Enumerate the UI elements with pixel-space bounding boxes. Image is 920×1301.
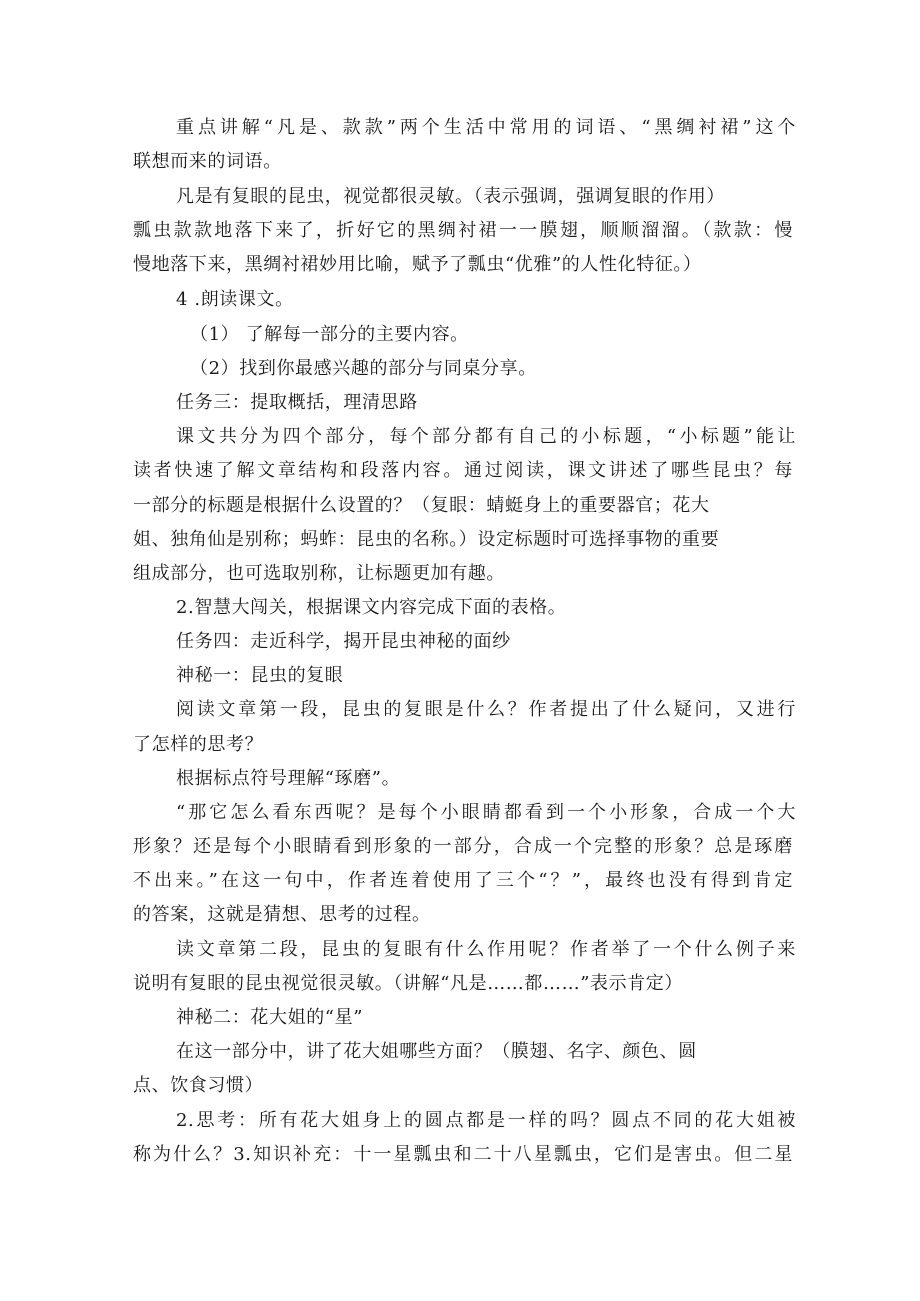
list-item: （2）找到你最感兴趣的部分与同桌分享。: [190, 358, 537, 379]
text-line: 2.思考：所有花大姐身上的圆点都是一样的吗？圆点不同的花大姐被: [176, 1110, 796, 1131]
text-line: 了怎样的思考？: [133, 734, 264, 755]
section-heading: 任务三：提取概括，理清思路: [176, 392, 418, 413]
text-line: “那它怎么看东西呢？是每个小眼睛都看到一个小形象，合成一个大: [176, 802, 796, 823]
text-line: 课文共分为四个部分，每个部分都有自己的小标题，“小标题”能让: [176, 426, 796, 447]
text-line: 组成部分，也可选取别称，让标题更加有趣。: [133, 563, 505, 584]
text-line: 形象？还是每个小眼睛看到形象的一部分，合成一个完整的形象？总是琢磨: [133, 836, 793, 857]
text-line: 的答案，这就是猜想、思考的过程。: [133, 904, 431, 925]
text-line: 不出来。”在这一句中，作者连着使用了三个“？”，最终也没有得到肯定: [133, 870, 793, 891]
text-line: 根据标点符号理解“琢磨”。: [176, 768, 401, 789]
text-line: 读文章第二段，昆虫的复眼有什么作用呢？作者举了一个什么例子来: [176, 939, 796, 960]
subsection-heading: 神秘一：昆虫的复眼: [176, 665, 344, 686]
list-item: 2.智慧大闯关，根据课文内容完成下面的表格。: [176, 597, 567, 618]
text-line: 联想而来的词语。: [133, 151, 282, 172]
text-line: 点、饮食习惯）: [133, 1075, 264, 1096]
text-line: 瓢虫款款地落下来了，折好它的黑绸衬裙一一膜翅，顺顺溜溜。（款款：慢: [133, 220, 793, 241]
text-line: 姐、独角仙是别称；蚂蚱：昆虫的名称。）设定标题时可选择事物的重要: [133, 529, 720, 550]
text-line: 一部分的标题是根据什么设置的？（复眼：蜻蜓身上的重要器官；花大: [133, 495, 710, 516]
subsection-heading: 神秘二：花大姐的“星”: [176, 1007, 364, 1028]
text-line: 称为什么？3.知识补充：十一星瓢虫和二十八星瓢虫，它们是害虫。但二星: [133, 1144, 793, 1165]
text-line: 读者快速了解文章结构和段落内容。通过阅读，课文讲述了哪些昆虫？每: [133, 460, 793, 481]
text-line: 凡是有复眼的昆虫，视觉都很灵敏。（表示强调，强调复眼的作用）: [176, 186, 725, 207]
text-line: 阅读文章第一段，昆虫的复眼是什么？作者提出了什么疑问，又进行: [176, 699, 796, 720]
text-line: 重点讲解“凡是、款款”两个生活中常用的词语、“黑绸衬裙”这个: [176, 117, 796, 138]
section-heading: 任务四：走近科学，揭开昆虫神秘的面纱: [176, 631, 511, 652]
text-line: 在这一部分中，讲了花大姐哪些方面？（膜翅、名字、颜色、圆: [176, 1041, 697, 1062]
list-item: 4 .朗读课文。: [176, 289, 294, 310]
list-item: （1） 了解每一部分的主要内容。: [190, 324, 469, 345]
text-line: 慢地落下来，黑绸衬裙妙用比喻，赋予了瓢虫“优雅”的人性化特征。）: [133, 254, 702, 275]
text-line: 说明有复眼的昆虫视觉很灵敏。（讲解“凡是……都……”表示肯定）: [133, 973, 684, 994]
